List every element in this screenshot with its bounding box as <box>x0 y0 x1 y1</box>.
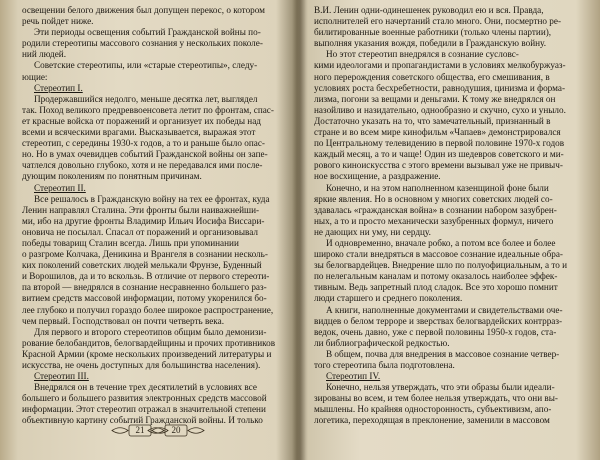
text-line: исполнителей его начертаний стало много. Они, посмертно ре- <box>314 16 562 27</box>
text-line: Эти периоды освещения событий Гражданской войны по- <box>34 27 261 38</box>
text-line: ний людей. <box>22 49 66 60</box>
text-line: родили стереотипы массового сознания у нескольких поколе- <box>22 38 263 49</box>
text-line: всеми и всяческими врагами. Высказывается, выражая этот <box>22 127 256 138</box>
text-line: чем первый. Господствовал он почти четверть века. <box>22 315 225 326</box>
text-line: Ленин направлял Сталина. Эти фронты были наиважнейши- <box>22 204 260 215</box>
text-line: В.И. Ленин одни-одинешенек руководил ею и вся. Правда, <box>314 5 544 15</box>
text-line: витием средств массовой информации, потому укоренился бо- <box>22 293 267 304</box>
text-line: И одновременно, вначале робко, а потом все более и более <box>326 237 556 248</box>
text-line: по нелегальным каналам и потому оказалось наиболее эффек- <box>314 271 558 282</box>
text-line: логетика, переходящая в преклонение, заменили в массовом <box>314 415 550 426</box>
text-line: Советские стереотипы, или «старые стереотипы», следу- <box>34 60 258 71</box>
text-line: ет красные войска от поражений и организует их победы над <box>22 115 261 126</box>
text-line: ных, а то и просто механически зазубренных формул, ничего <box>314 215 554 226</box>
text-line: Конечно, нельзя утверждать, что эти образы были идеали- <box>326 382 555 393</box>
text-line: ющие: <box>22 71 48 82</box>
text-line: искусства, не очень доступных для большинства населения). <box>22 360 261 370</box>
text-line: В общем, почва для внедрения в массовое сознание четвер- <box>326 348 560 359</box>
text-line: кими идеологами и пропагандистами в условиях мелкобуржуаз- <box>314 60 566 71</box>
text-line: па второй — внедрялся в сознание несравненно большего раз- <box>22 282 267 293</box>
text-line: здавалась «гражданская война» в сознании набором зазубрен- <box>314 204 557 215</box>
text-line: рового киноискусства с этого времени вызывал уже не привыч- <box>314 160 563 171</box>
text-line: по Центральному телевидению в первой половине 1970-х годов <box>314 138 565 149</box>
right-page-number-ornament <box>110 423 170 438</box>
text-line: Конечно, и на этом наполненном казенщиной фоне были <box>326 182 549 193</box>
text-line: ное восхищение, а раздражение. <box>314 171 441 182</box>
text-line: Для первого и второго стереотипов общим было демонизи- <box>34 326 267 337</box>
section-heading: Стереотип II. <box>34 182 86 193</box>
text-line: стереотип, с середины 1930-х годов, а то и раньше было опас- <box>22 138 265 149</box>
text-line: условиях роста бесхребетности, равнодушия, цинизма и форма- <box>314 82 566 93</box>
text-line: тивным. Ведь запретный плод сладок. Все это хорошо помнит <box>314 282 558 293</box>
text-line: видцев о белом терроре и зверствах белогвардейских контрраз- <box>314 315 563 326</box>
text-line: ли библиографической редкостью. <box>314 337 450 348</box>
text-line: не дающих ни уму, ни сердцу. <box>314 226 431 237</box>
text-line: выполняя указания вождя, победили в Гражданскую войну. <box>314 38 546 49</box>
text-line: ведок, очень давно, уже с первой половины 1950-х годов, ста- <box>314 326 557 337</box>
text-line: так. Поход великого предреввоенсовета летит по фронтам, спас- <box>22 104 274 115</box>
text-line: зы белогвардейцев. Внедрение шло по полуофициальным, а то и <box>314 260 568 271</box>
text-line: зированы во всем, и тем более нельзя утверждать, что они вы- <box>314 393 558 404</box>
text-line: победы товарищ Сталин всегда. Лишь при упоминании <box>22 237 239 248</box>
text-line: и Ворошилов, да и то вскользь. В отличие от первого стереоти- <box>22 271 270 282</box>
text-line: ких поколений советских людей мелькали Фрунзе, Буденный <box>22 260 262 271</box>
text-line: люди старшего и среднего поколения. <box>314 293 463 304</box>
right-page-number: 21 <box>135 425 145 435</box>
text-line: А книги, наполненные документами и свидетельствами оче- <box>326 304 563 315</box>
text-line: Внедрялся он в течение трех десятилетий в условиях все <box>34 382 257 393</box>
text-line: лизма, погони за вещами и деньгами. К тому же внедрялся он <box>314 93 556 104</box>
text-line: Красной Армии (кроме нескольких произведений литературы и <box>22 348 272 359</box>
text-line: оновича не посылал. Спасал от поражений и организовывал <box>22 226 258 237</box>
text-line: Все решалось в Гражданскую войну на тех ее фронтах, куда <box>34 193 270 204</box>
text-line: лее глубоко и получил гораздо более широкое распространение, <box>22 304 274 315</box>
text-line: чатлелся довольно глубоко, хотя и не передавался ими после- <box>22 160 263 171</box>
section-heading: Стереотип I. <box>34 82 83 93</box>
text-line: каждый месяц, а то и чаще! Один из шедевров советского и ми- <box>314 149 564 160</box>
text-line: рование белобандитов, белогвардейщины и прочих противников <box>22 337 276 348</box>
text-line: речь пойдет ниже. <box>22 16 94 27</box>
left-page <box>0 0 298 460</box>
text-line: Но этот стереотип внедрялся в сознание сусловс- <box>326 49 519 60</box>
text-line: объективную картину событий Гражданской войны. И только <box>22 415 263 426</box>
text-line: того стереотипа была подготовлена. <box>314 360 455 370</box>
text-line: но. Но в умах очевидцев событий Гражданской войны он запе- <box>22 149 268 160</box>
left-page-number: 20 <box>171 425 181 435</box>
text-line: яркие явления. Но в основном у многих советских людей со- <box>314 193 553 204</box>
text-line: о разгроме Колчака, Деникина и Врангеля в сознании несколь- <box>22 249 268 260</box>
section-heading: Стереотип III. <box>34 371 89 382</box>
text-line: ми, ибо на другие фронты Владимир Ильич Иосифа Виссари- <box>22 215 265 226</box>
text-line: большего и большего развития электронных средств массовой <box>22 393 267 404</box>
right-page <box>302 0 600 460</box>
section-heading: Стереотип IV. <box>326 371 381 382</box>
text-line: Продержавшийся недолго, меньше десятка лет, выглядел <box>34 93 258 104</box>
text-line: ного перерождения советского общества, его смешивания, в <box>314 71 550 82</box>
text-line: стране и во всем мире кинофильм «Чапаев» демонстрировался <box>314 127 561 138</box>
text-line: широко стали внедряться в массовое сознание идеальные обра- <box>314 249 563 260</box>
text-line: назойливо и назидательно, однообразно и скучно, сухо и уныло. <box>314 104 566 115</box>
text-line: дующим поколениям по понятным причинам. <box>22 171 202 182</box>
text-line: Достаточно указать на то, что замечательный, признанный в <box>314 115 551 126</box>
text-line: информации. Этот стереотип отражал в значительной степени <box>22 404 266 415</box>
text-line: освещении белого движения был допущен перекос, о котором <box>22 5 265 15</box>
text-line: мышлены. Но крайняя односторонность, субъективизм, апо- <box>314 404 552 415</box>
text-line: билитированные военные работники (только члены партии), <box>314 27 552 38</box>
